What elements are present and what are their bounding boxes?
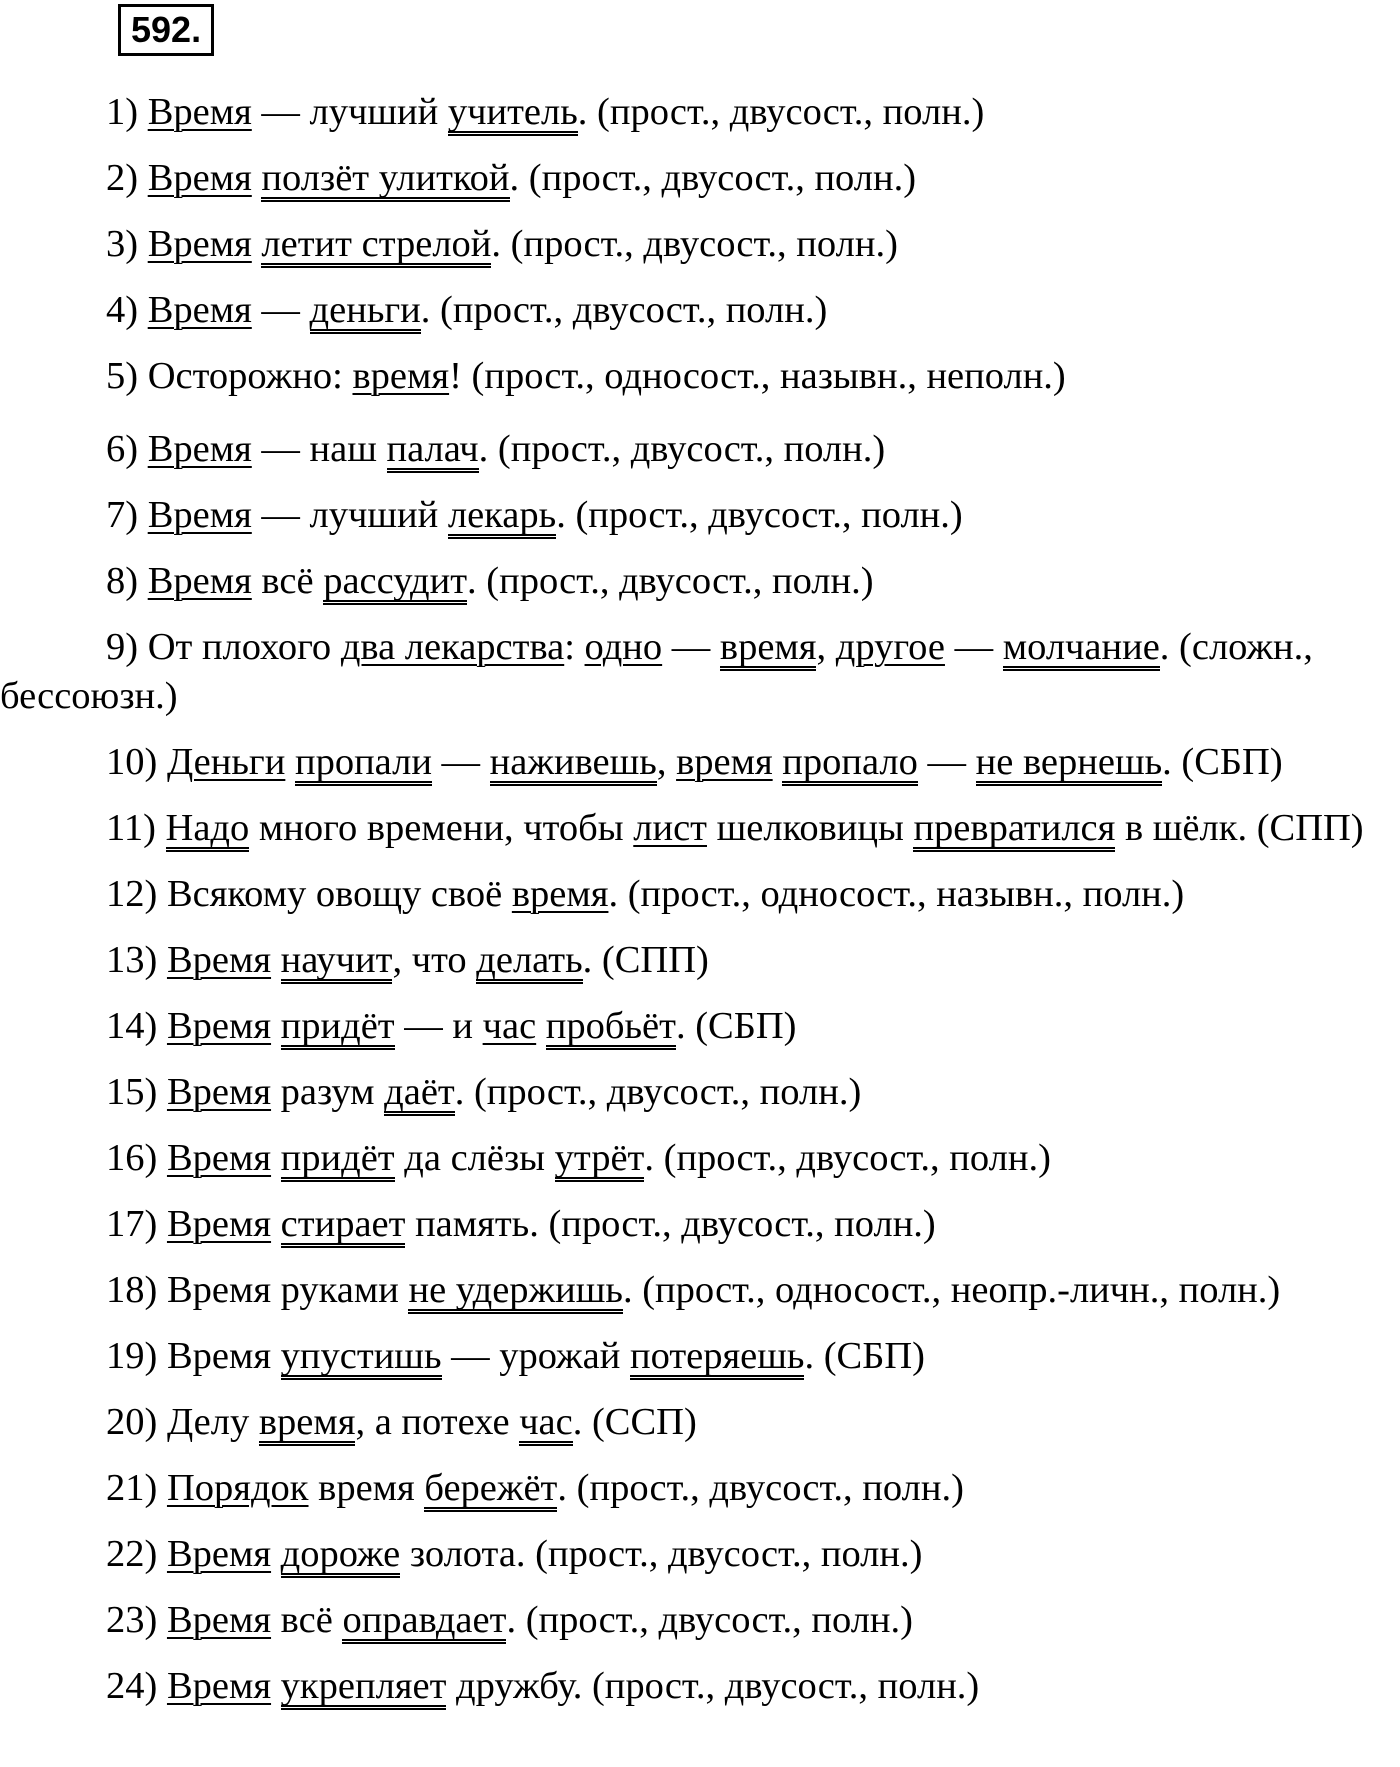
sentence-item [0, 220, 1396, 269]
sentence-item [0, 88, 1396, 137]
sentence-item [0, 425, 1396, 474]
subject-word: время [511, 873, 609, 915]
sentence-text: . (прост., двусост., полн.) [478, 428, 886, 470]
sentence-item [0, 352, 1396, 401]
subject-word: Порядок [166, 1467, 309, 1509]
sentence-text: в шёлк. (СПП) [1115, 807, 1364, 849]
sentence-text: ! (прост., односост., назывн., неполн.) [449, 355, 1066, 397]
sentence-text: . (прост., двусост., полн.) [491, 223, 898, 265]
sentence-text: — и [394, 1005, 483, 1047]
sentence-item [0, 1398, 1396, 1447]
sentence-text: 3) [106, 223, 148, 265]
predicate-word: палач [387, 430, 479, 473]
sentence-text: 9) От плохого [106, 626, 341, 668]
sentence-text: — [917, 741, 976, 783]
sentence-text: . (ССП) [572, 1401, 697, 1443]
predicate-word: оправдает [342, 1601, 506, 1644]
predicate-word: не вернешь [976, 743, 1163, 786]
subject-word: время [676, 741, 773, 783]
predicate-word: бережёт [424, 1469, 557, 1512]
sentence-text: . (прост., двусост., полн.) [577, 91, 985, 133]
sentence-text: : [564, 626, 585, 668]
sentence-text [285, 741, 295, 783]
sentence-text: , а потехе [355, 1401, 520, 1443]
sentence-text: 14) [106, 1005, 167, 1047]
sentence-item [0, 557, 1396, 606]
subject-word: Время [166, 1533, 272, 1575]
sentence-text: 17) [106, 1203, 167, 1245]
sentence-text: . (сложн., бессоюзн.) [0, 626, 1313, 717]
sentence-text: , что [392, 939, 477, 981]
sentence-item [0, 286, 1396, 335]
predicate-word: пробьёт [546, 1007, 676, 1050]
subject-word: час [482, 1005, 537, 1047]
sentence-text: всё [251, 560, 324, 602]
predicate-word: делать [476, 941, 582, 984]
predicate-word: потеряешь [630, 1337, 805, 1380]
sentence-item [0, 1266, 1396, 1315]
subject-word: время [352, 355, 450, 397]
predicate-word: стирает [281, 1205, 406, 1248]
sentence-text: 11) [106, 807, 166, 849]
predicate-word: не удержишь [408, 1271, 622, 1314]
sentence-text: — лучший [251, 494, 448, 536]
predicate-word: утрёт [555, 1139, 645, 1182]
sentence-list [0, 88, 1396, 1728]
predicate-word: время [720, 628, 817, 671]
sentence-text: 5) Осторожно: [106, 355, 353, 397]
predicate-word: пропали [295, 743, 432, 786]
sentence-text: . (СБП) [675, 1005, 797, 1047]
sentence-text: — урожай [441, 1335, 630, 1377]
predicate-word: ползёт улиткой [261, 159, 509, 202]
predicate-word: даёт [384, 1073, 455, 1116]
subject-word: Время [147, 289, 252, 331]
sentence-text: . (прост., двусост., полн.) [454, 1071, 862, 1113]
sentence-text: , [656, 741, 677, 783]
sentence-text: 12) Всякому овощу своё [106, 873, 512, 915]
subject-word: лист [633, 807, 707, 849]
sentence-item [0, 738, 1396, 787]
sentence-text: . (СПП) [582, 939, 709, 981]
predicate-word: время [259, 1403, 356, 1446]
sentence-text: 1) [106, 91, 148, 133]
subject-word: Время [147, 494, 252, 536]
sentence-text: . (прост., двусост., полн.) [509, 157, 917, 199]
subject-word: Время [166, 939, 272, 981]
sentence-item [0, 623, 1396, 721]
sentence-text: , [816, 626, 836, 668]
sentence-text: 24) [106, 1665, 167, 1707]
sentence-text: . (прост., двусост., полн.) [506, 1599, 913, 1641]
sentence-text: да слёзы [394, 1137, 555, 1179]
sentence-item [0, 1530, 1396, 1579]
predicate-word: учитель [448, 93, 578, 136]
sentence-text: . (СБП) [804, 1335, 925, 1377]
sentence-text: 18) Время руками [106, 1269, 409, 1311]
sentence-text: 7) [106, 494, 148, 536]
predicate-word: деньги [310, 291, 421, 334]
sentence-text [271, 1203, 281, 1245]
predicate-word: молчание [1003, 628, 1160, 671]
subject-word: два лекарства [340, 626, 565, 668]
subject-word: Время [147, 560, 252, 602]
sentence-text: 21) [106, 1467, 167, 1509]
sentence-text: . (прост., односост., неопр.-личн., полн.) [622, 1269, 1281, 1311]
sentence-item [0, 154, 1396, 203]
sentence-text: . (прост., двусост., полн.) [467, 560, 874, 602]
subject-word: Время [147, 223, 252, 265]
sentence-item [0, 491, 1396, 540]
sentence-text: 6) [106, 428, 148, 470]
predicate-word: научит [281, 941, 393, 984]
sentence-text: 20) Делу [106, 1401, 259, 1443]
predicate-word: рассудит [323, 562, 467, 605]
subject-word: Время [147, 91, 252, 133]
sentence-text: 2) [106, 157, 148, 199]
sentence-text: — [431, 741, 490, 783]
sentence-text [271, 939, 281, 981]
sentence-text: 13) [106, 939, 167, 981]
sentence-item [0, 1332, 1396, 1381]
predicate-word: укрепляет [281, 1667, 447, 1710]
sentence-text: — наш [251, 428, 387, 470]
predicate-word: пропало [782, 743, 918, 786]
subject-word: Время [147, 428, 252, 470]
sentence-text: . (СБП) [1162, 741, 1283, 783]
sentence-text: много времени, чтобы [249, 807, 634, 849]
sentence-text: — лучший [251, 91, 448, 133]
subject-word: Время [166, 1137, 272, 1179]
predicate-word: наживешь [490, 743, 657, 786]
sentence-text [271, 1137, 281, 1179]
sentence-text: . (прост., двусост., полн.) [557, 1467, 964, 1509]
sentence-text [271, 1005, 281, 1047]
sentence-item [0, 870, 1396, 919]
sentence-text: . (прост., двусост., полн.) [556, 494, 963, 536]
sentence-text: . (прост., двусост., полн.) [420, 289, 828, 331]
predicate-word: упустишь [281, 1337, 442, 1380]
sentence-item [0, 1464, 1396, 1513]
predicate-word: лекарь [448, 496, 556, 539]
predicate-word: час [519, 1403, 573, 1446]
sentence-text: память. (прост., двусост., полн.) [405, 1203, 936, 1245]
sentence-text [252, 157, 262, 199]
sentence-item [0, 936, 1396, 985]
sentence-text: 23) [106, 1599, 167, 1641]
sentence-text: разум [271, 1071, 385, 1113]
sentence-text [536, 1005, 546, 1047]
predicate-word: Надо [166, 809, 250, 852]
sentence-text: 15) [106, 1071, 167, 1113]
sentence-text: дружбу. (прост., двусост., полн.) [446, 1665, 980, 1707]
predicate-word: дороже [281, 1535, 401, 1578]
sentence-text: время [308, 1467, 425, 1509]
sentence-item [0, 804, 1396, 853]
sentence-text [271, 1533, 281, 1575]
sentence-text: — [944, 626, 1003, 668]
sentence-text: — [662, 626, 720, 668]
predicate-word: превратился [913, 809, 1115, 852]
sentence-text: 16) [106, 1137, 167, 1179]
sentence-text: 19) Время [106, 1335, 281, 1377]
sentence-text: 4) [106, 289, 148, 331]
subject-word: Время [166, 1071, 272, 1113]
exercise-number: 592. [118, 4, 214, 56]
subject-word: одно [584, 626, 663, 668]
sentence-text: 22) [106, 1533, 167, 1575]
predicate-word: придёт [281, 1139, 395, 1182]
sentence-item [0, 1662, 1396, 1711]
sentence-text [271, 1665, 281, 1707]
sentence-text: — [251, 289, 310, 331]
sentence-item [0, 1002, 1396, 1051]
sentence-text: золота. (прост., двусост., полн.) [400, 1533, 923, 1575]
sentence-item [0, 1596, 1396, 1645]
subject-word: Время [166, 1203, 272, 1245]
sentence-item [0, 1134, 1396, 1183]
sentence-text: 10) [106, 741, 167, 783]
subject-word: Время [166, 1665, 272, 1707]
predicate-word: летит стрелой [261, 225, 491, 268]
sentence-text [252, 223, 262, 265]
predicate-word: придёт [281, 1007, 395, 1050]
subject-word: другое [835, 626, 945, 668]
subject-word: Время [166, 1005, 272, 1047]
sentence-item [0, 1068, 1396, 1117]
sentence-text: . (прост., двусост., полн.) [644, 1137, 1051, 1179]
subject-word: Время [166, 1599, 272, 1641]
sentence-text: всё [271, 1599, 343, 1641]
sentence-text: шелковицы [707, 807, 914, 849]
sentence-text: . (прост., односост., назывн., полн.) [608, 873, 1185, 915]
sentence-text [773, 741, 783, 783]
subject-word: Время [147, 157, 252, 199]
subject-word: Деньги [166, 741, 286, 783]
sentence-text: 8) [106, 560, 148, 602]
sentence-item [0, 1200, 1396, 1249]
